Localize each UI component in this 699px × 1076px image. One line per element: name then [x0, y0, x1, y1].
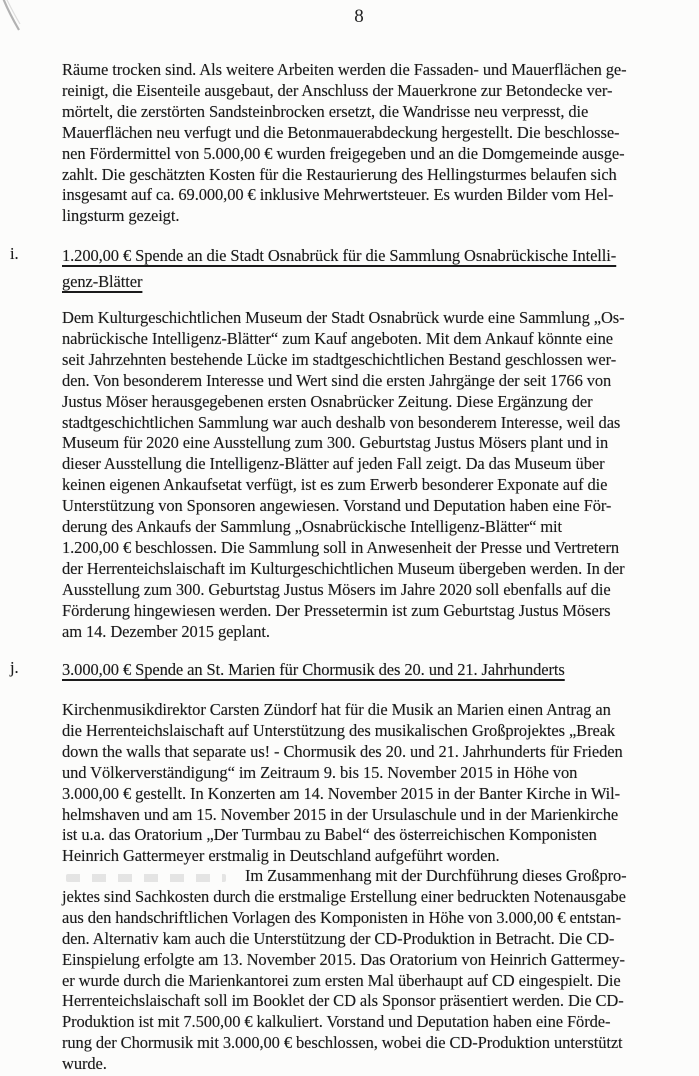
scan-corner-artifact — [0, 0, 30, 40]
whiteout-ghost-marks — [66, 874, 226, 882]
list-marker-i: i. — [10, 244, 19, 263]
paragraph-chormusik-projekt: Kirchenmusikdirektor Carsten Zündorf hat für die Musik an Marien einen Antrag an die Herrenteichslaischaft auf Unterstützung des musikalischen Großprojektes „Break down the walls that separate us! - Chormusik des 20. und 21. Jahrhunderts für Frieden und Völkerverständigung“ im Zeitraum 9. bis 15. November 2015 in Höhe von 3.000,00 € gestellt. In Konzerten am 14. November 2015 in der Banter Kirche in Wil- helmshaven und am 15. November 2015 in der Ursulaschule und in der Marienkirche ist u.a. das Oratorium „Der Turmbau zu Babel“ des österreichischen Komponisten Heinrich Gattermeyer erstmalig in Deutschland aufgeführt worden. — [62, 700, 623, 866]
paragraph-hellingsturm-foerderung: Räume trocken sind. Als weitere Arbeiten werden die Fassaden- und Mauerflächen ge- reinigt, die Eisenteile ausgebaut, der Anschluss der Mauerkrone zur Betondecke ver- mörtelt, die zerstörten Sandsteinbrocken ersetzt, die Wandrisse neu verpresst, die Mauerflächen neu verfugt und die Betonmauerabdeckung hergestellt. Die beschlosse- nen Fördermittel von 5.000,00 € wurden freigegeben und an die Domgemeinde ausge- zahlt. Die geschätzten Kosten für die Restaurierung des Hellingsturmes belaufen sich insgesamt auf ca. 69.000,00 € inklusive Mehrwertsteuer. Es wurden Bilder vom Hel- lingsturm gezeigt. — [62, 60, 627, 226]
list-marker-j: j. — [10, 658, 19, 677]
page-number: 8 — [354, 6, 364, 27]
heading-spende-st-marien: 3.000,00 € Spende an St. Marien für Chormusik des 20. und 21. Jahrhunderts — [62, 660, 565, 679]
paragraph-intelligenz-blaetter: Dem Kulturgeschichtlichen Museum der Stadt Osnabrück wurde eine Sammlung „Os- nabrückische Intelligenz-Blätter“ zum Kauf angeboten. Mit dem Ankauf könnte eine seit Jahrzehnten bestehende Lücke im stadtgeschichtlichen Bestand geschlossen wer- den. Von besonderem Interesse und Wert sind die ersten Jahrgänge der seit 1766 von Justus Möser herausgegebenen ersten Osnabrücker Zeitung. Diese Ergänzung der stadtgeschichtlichen Sammlung war auch deshalb von besonderem Interesse, weil das Museum für 2020 eine Ausstellung zum 300. Geburtstag Justus Mösers plant und in dieser Ausstellung die Intelligenz-Blätter auf jeden Fall zeigt. Da das Museum über keinen eigenen Ankaufsetat verfügt, ist es zum Erwerb besonderer Exponate auf die Unterstützung von Sponsoren angewiesen. Vorstand und Deputation haben eine För- derung des Ankaufs der Sammlung „Osnabrückische Intelligenz-Blätter“ mit 1.200,00 € beschlossen. Die Sammlung soll in Anwesenheit der Presse und Vertretern der Herrenteichslaischaft im Kulturgeschichtlichen Museum übergeben werden. In der Ausstellung zum 300. Geburtstag Justus Mösers im Jahre 2020 soll ebenfalls auf die Förderung hingewiesen werden. Der Pressetermin ist zum Geburtstag Justus Mösers am 14. Dezember 2015 geplant. — [62, 308, 625, 641]
paragraph-cd-produktion: Im Zusammenhang mit der Durchführung dieses Großpro- jektes sind Sachkosten durch die erstmalige Erstellung einer bedruckten Notenausgabe aus den handschriftlichen Vorlagen des Komponisten in Höhe von 3.000,00 € entstan- den. Alternativ kam auch die Unterstützung der CD-Produktion in Betracht. Die CD- Einspielung erfolgte am 13. November 2015. Das Oratorium von Heinrich Gattermey- er wurde durch die Marienkantorei zum ersten Mal überhaupt auf CD eingespielt. Die Herrenteichslaischaft soll im Booklet der CD als Sponsor präsentiert werden. Die CD- Produktion ist mit 7.500,00 € kalkuliert. Vorstand und Deputation haben eine Förde- rung der Chormusik mit 3.000,00 € beschlossen, wobei die CD-Produktion unterstützt wurde. — [62, 866, 627, 1074]
heading-spende-osnabrueck: 1.200,00 € Spende an die Stadt Osnabrück für die Sammlung Osnabrückische Intelli- genz-Blätter — [62, 246, 617, 291]
